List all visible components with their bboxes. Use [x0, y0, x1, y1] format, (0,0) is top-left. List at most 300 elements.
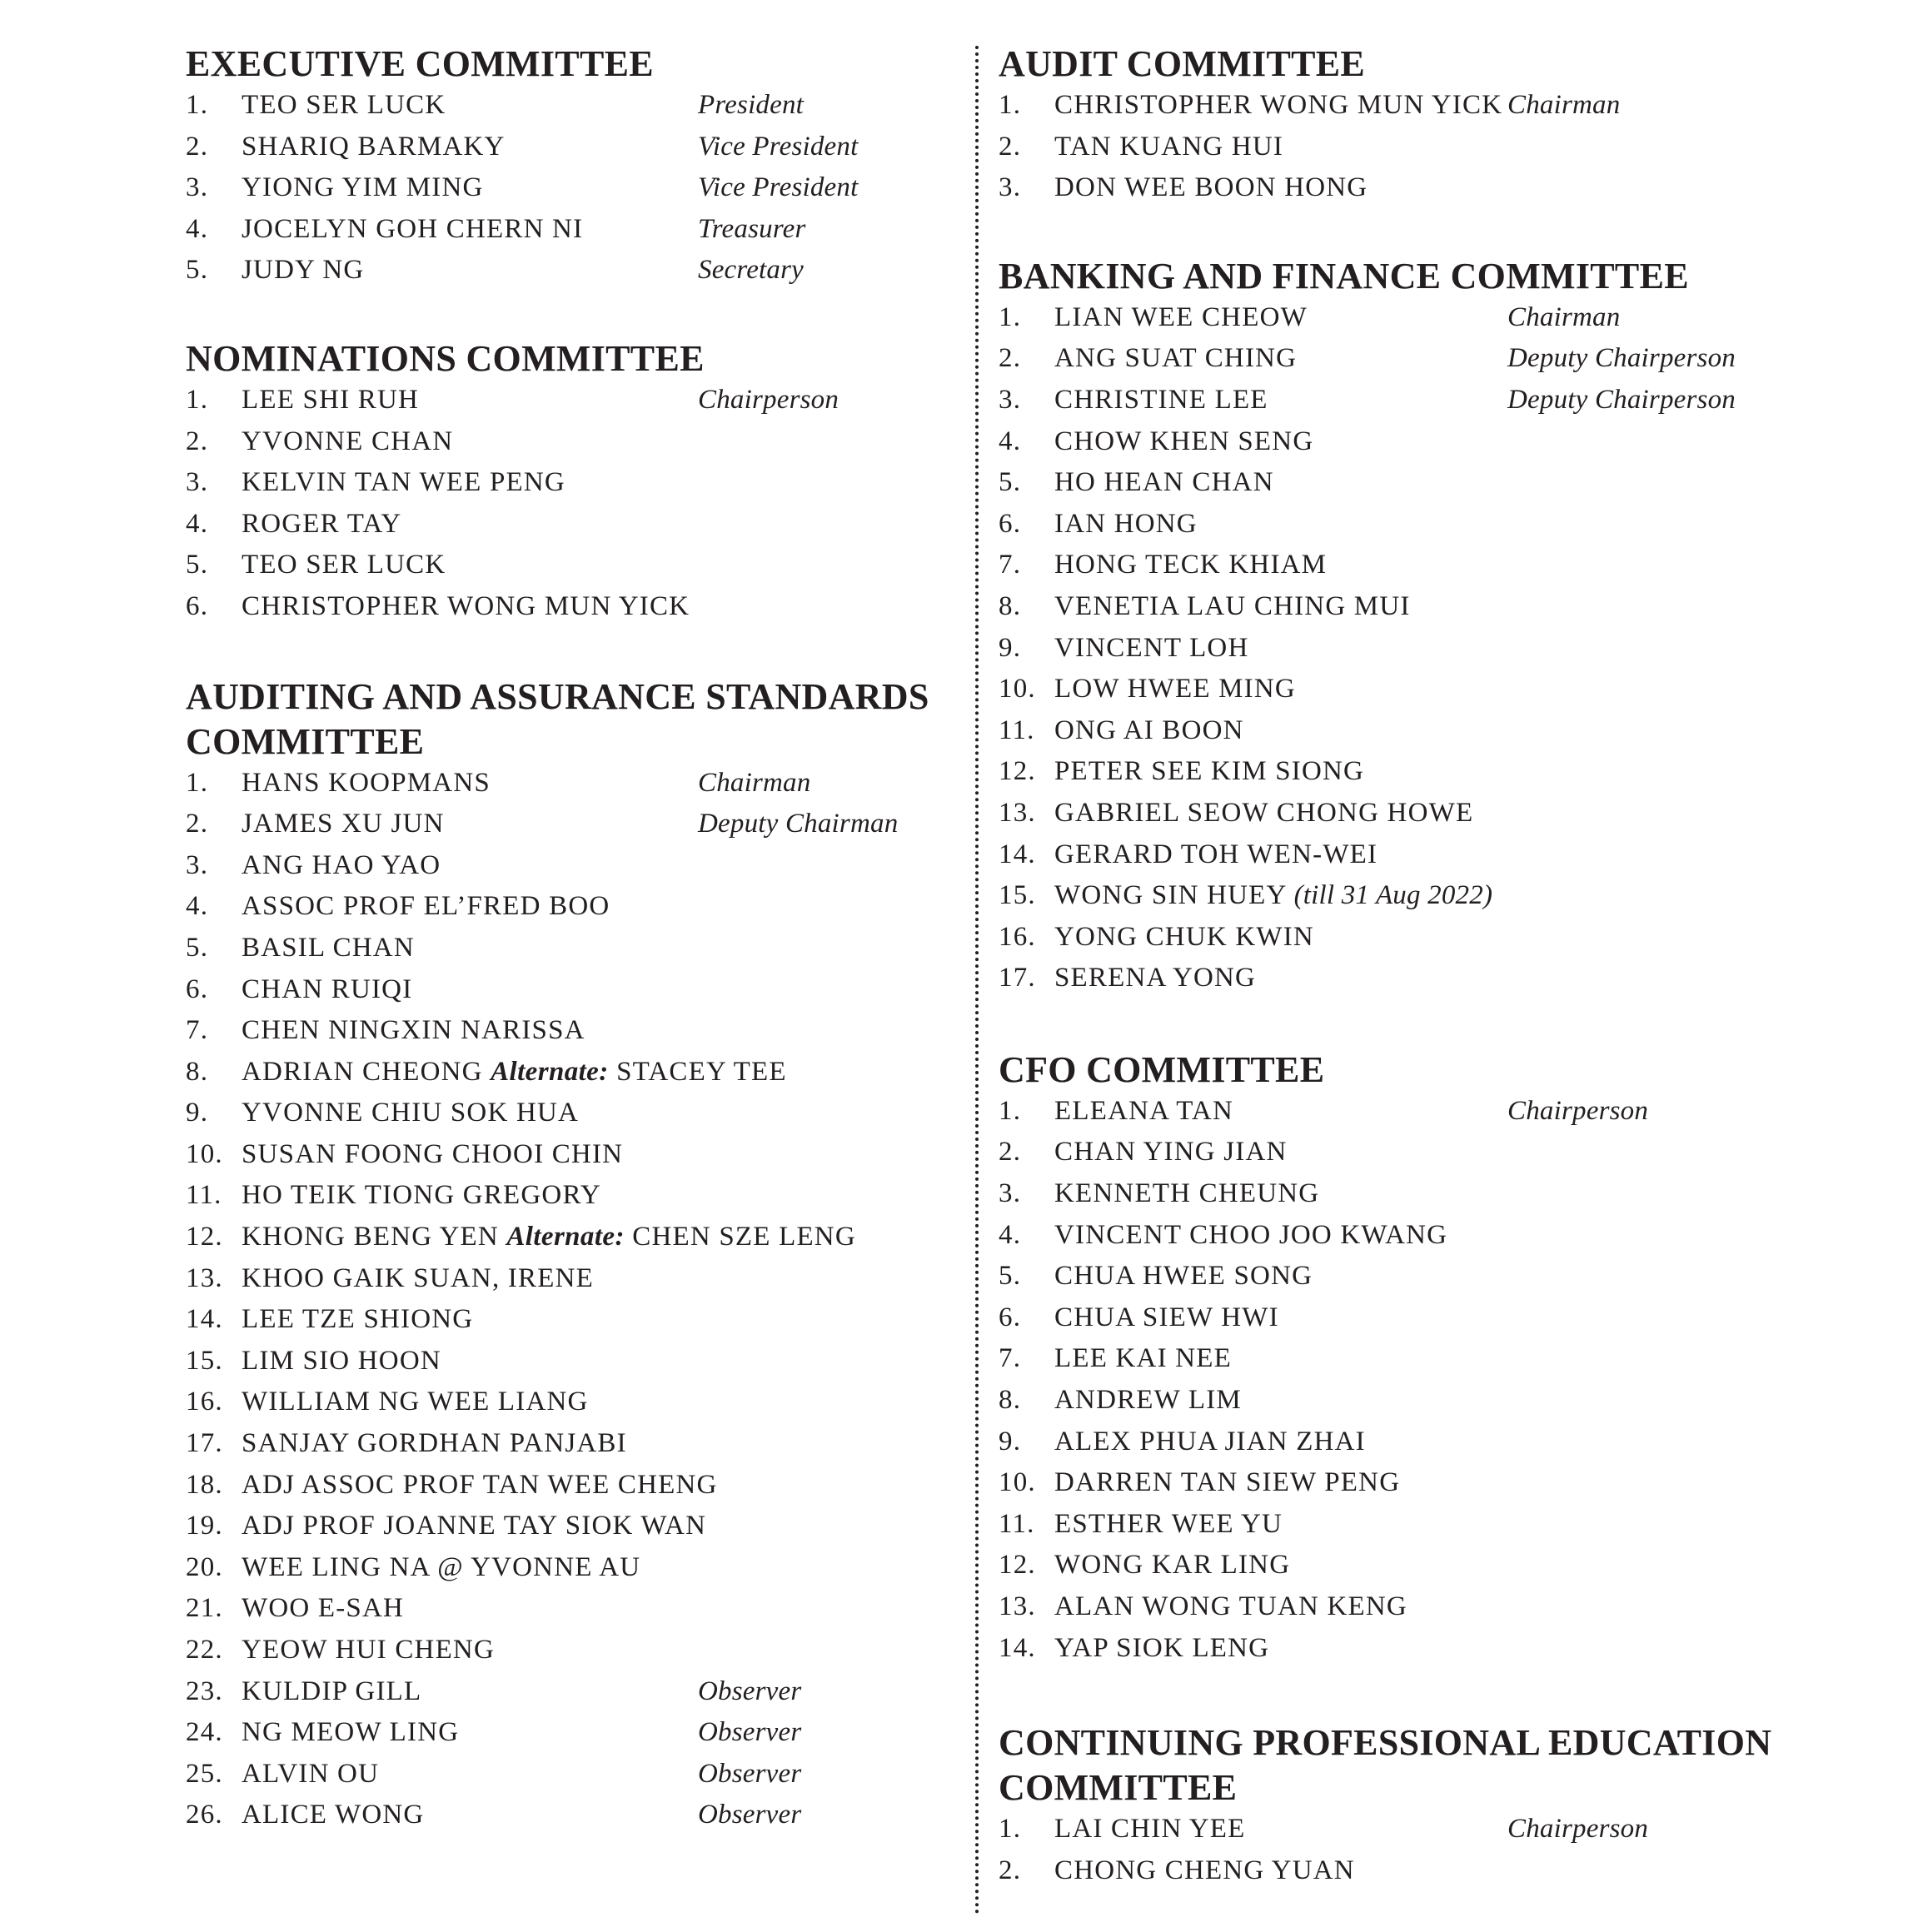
member-role: Chairman — [698, 767, 811, 798]
member-number: 14. — [999, 1632, 1036, 1663]
member-row — [999, 172, 1881, 214]
member-row — [999, 1467, 1881, 1509]
alternate-label: Alternate: — [506, 1222, 625, 1252]
member-name — [1054, 633, 1507, 664]
member-row — [186, 1470, 952, 1511]
member-name — [242, 1759, 698, 1790]
member-row — [999, 1343, 1881, 1385]
member-name-text: NG MEOW LING — [242, 1717, 460, 1748]
member-number: 1. — [999, 301, 1022, 332]
member-name — [1054, 1137, 1507, 1168]
member-name — [242, 1428, 698, 1459]
member-name — [1054, 1591, 1507, 1622]
member-name — [242, 214, 698, 245]
member-number: 6. — [999, 508, 1022, 539]
member-name-text: HO TEIK TIONG GREGORY — [242, 1180, 601, 1211]
member-number: 9. — [999, 632, 1022, 663]
committee-heading: AUDIT COMMITTEE — [999, 43, 1366, 84]
column-divider — [975, 46, 979, 1915]
member-name — [242, 1263, 698, 1294]
member-name-text: ANG HAO YAO — [242, 849, 441, 880]
alternate-name: CHEN SZE LENG — [632, 1222, 856, 1252]
member-row — [999, 1591, 1881, 1633]
member-row — [999, 1550, 1881, 1591]
member-number: 2. — [186, 426, 209, 456]
member-row — [999, 385, 1881, 426]
member-number: 9. — [186, 1098, 209, 1128]
member-name-text: YVONNE CHAN — [242, 426, 454, 456]
member-role: Observer — [698, 1676, 802, 1706]
member-role: Vice President — [698, 172, 859, 203]
member-name — [242, 1511, 707, 1541]
member-name — [242, 1593, 698, 1624]
member-row — [999, 1427, 1881, 1468]
member-number: 5. — [186, 932, 209, 963]
member-name — [242, 1800, 698, 1830]
member-row — [999, 674, 1881, 715]
member-number: 16. — [186, 1387, 223, 1417]
committee-section — [999, 1048, 1881, 1674]
member-number: 16. — [999, 921, 1036, 952]
member-name-text: KHONG BENG YEN — [242, 1222, 499, 1252]
committee-heading-line1: CONTINUING PROFESSIONAL EDUCATION — [999, 1722, 1772, 1764]
member-number: 2. — [186, 809, 209, 839]
member-role: Treasurer — [698, 213, 806, 244]
member-row — [186, 974, 952, 1016]
committee-section — [186, 42, 952, 296]
member-row — [999, 591, 1881, 633]
member-name-text: ROGER TAY — [242, 508, 402, 539]
member-row — [186, 1346, 952, 1387]
member-name-text: ONG AI BOON — [1054, 715, 1244, 745]
committee-heading: BANKING AND FINANCE COMMITTEE — [999, 255, 1689, 296]
section-gap — [999, 1674, 1881, 1720]
member-name-text: JAMES XU JUN — [242, 809, 445, 839]
member-list — [186, 768, 952, 1841]
member-name — [242, 550, 698, 580]
member-row — [999, 839, 1881, 881]
member-name — [242, 809, 698, 839]
member-role: Chairperson — [1507, 1814, 1649, 1845]
member-number: 25. — [186, 1758, 223, 1789]
member-name-text: SHARIQ BARMAKY — [242, 131, 506, 162]
member-name — [1054, 1385, 1507, 1416]
member-row — [999, 343, 1881, 385]
member-name-text: WOO E-SAH — [242, 1593, 405, 1624]
member-row — [186, 933, 952, 974]
member-list — [186, 90, 952, 296]
member-name-text: TEO SER LUCK — [242, 90, 446, 120]
member-list — [999, 302, 1881, 1004]
member-name-text: KENNETH CHEUNG — [1054, 1178, 1320, 1209]
member-name-text: YVONNE CHIU SOK HUA — [242, 1098, 580, 1128]
member-number: 1. — [186, 767, 209, 798]
member-name-text: CHAN YING JIAN — [1054, 1137, 1288, 1168]
member-note: (till 31 Aug 2022) — [1293, 880, 1493, 911]
member-role: Chairperson — [1507, 1095, 1649, 1126]
member-role: Deputy Chairman — [698, 809, 899, 839]
member-name-text: SANJAY GORDHAN PANJABI — [242, 1428, 627, 1459]
member-row — [999, 963, 1881, 1004]
member-number: 17. — [186, 1428, 223, 1459]
member-name — [1054, 715, 1507, 746]
member-name — [1054, 426, 1507, 457]
member-row — [186, 1387, 952, 1428]
member-name — [242, 1139, 698, 1170]
member-name-text: ANG SUAT CHING — [1054, 343, 1298, 374]
member-name-text: KHOO GAIK SUAN, IRENE — [242, 1262, 595, 1293]
member-row — [186, 1676, 952, 1718]
member-number: 1. — [999, 90, 1022, 120]
member-name-text: JUDY NG — [242, 255, 365, 286]
member-role: Chairperson — [698, 384, 839, 415]
committee-heading — [186, 675, 952, 764]
member-number: 11. — [999, 715, 1035, 745]
member-row — [999, 1178, 1881, 1220]
committee-heading — [999, 1720, 1881, 1810]
member-name — [1054, 880, 1492, 911]
member-name-text: LIAN WEE CHEOW — [1054, 301, 1308, 332]
member-number: 7. — [999, 550, 1022, 580]
member-name-text: HONG TECK KHIAM — [1054, 550, 1328, 580]
right-column — [999, 42, 1881, 1896]
member-row — [186, 1717, 952, 1759]
member-name-text: SUSAN FOONG CHOOI CHIN — [242, 1138, 624, 1169]
member-name-text: LOW HWEE MING — [1054, 674, 1296, 705]
member-row — [186, 255, 952, 296]
member-number: 12. — [186, 1222, 223, 1252]
committee-heading-line1: AUDITING AND ASSURANCE STANDARDS — [186, 675, 929, 717]
member-number: 3. — [999, 172, 1022, 203]
committee-heading-line2: COMMITTEE — [999, 1767, 1238, 1809]
alternate-label: Alternate: — [491, 1056, 609, 1087]
member-row — [999, 90, 1881, 132]
member-number: 1. — [186, 384, 209, 415]
member-number: 11. — [999, 1508, 1035, 1539]
member-name-text: TEO SER LUCK — [242, 550, 446, 580]
member-number: 4. — [999, 426, 1022, 456]
member-name — [242, 1098, 698, 1128]
member-name-text: YIONG YIM MING — [242, 172, 484, 203]
member-number: 24. — [186, 1717, 223, 1748]
member-number: 15. — [186, 1345, 223, 1376]
member-number: 2. — [999, 131, 1022, 162]
member-name-text: CHEN NINGXIN NARISSA — [242, 1015, 585, 1046]
member-name-text: ADJ ASSOC PROF TAN WEE CHENG — [242, 1469, 718, 1500]
member-row — [186, 1015, 952, 1057]
alternate-name: STACEY TEE — [616, 1056, 787, 1087]
member-name-text: KELVIN TAN WEE PENG — [242, 467, 565, 498]
member-name — [1054, 343, 1507, 374]
member-name-text: CHUA HWEE SONG — [1054, 1261, 1313, 1292]
member-row — [186, 809, 952, 850]
member-name-text: CHRISTOPHER WONG MUN YICK — [242, 590, 690, 621]
member-list — [999, 1096, 1881, 1674]
member-row — [999, 1137, 1881, 1178]
member-row — [186, 1428, 952, 1470]
member-name-text: IAN HONG — [1054, 508, 1198, 539]
member-row — [186, 90, 952, 132]
member-number: 11. — [186, 1180, 222, 1211]
member-number: 19. — [186, 1511, 223, 1541]
member-list — [999, 1814, 1881, 1896]
member-row — [186, 385, 952, 426]
member-number: 2. — [186, 131, 209, 162]
member-row — [999, 1855, 1881, 1897]
member-name — [1054, 1633, 1507, 1664]
member-name — [1054, 922, 1507, 953]
member-name-text: GABRIEL SEOW CHONG HOWE — [1054, 797, 1474, 828]
member-name-text: VINCENT LOH — [1054, 632, 1249, 663]
member-name-text: VINCENT CHOO JOO KWANG — [1054, 1219, 1448, 1250]
member-name — [242, 891, 698, 922]
member-row — [999, 302, 1881, 344]
member-number: 13. — [999, 797, 1036, 828]
member-name-text: ALICE WONG — [242, 1800, 425, 1830]
member-name-text: ALAN WONG TUAN KENG — [1054, 1591, 1407, 1621]
member-name — [242, 1717, 698, 1748]
member-name — [1054, 1550, 1507, 1581]
member-name-text: JOCELYN GOH CHERN NI — [242, 213, 584, 244]
member-number: 10. — [999, 1467, 1036, 1498]
member-name — [1054, 1302, 1507, 1333]
member-row — [186, 850, 952, 892]
member-row — [186, 768, 952, 809]
member-role: Observer — [698, 1758, 802, 1789]
member-name-text: LEE KAI NEE — [1054, 1343, 1232, 1374]
member-number: 4. — [186, 891, 209, 922]
member-number: 4. — [186, 213, 209, 244]
member-row — [999, 467, 1881, 509]
member-row — [999, 1814, 1881, 1855]
member-row — [186, 1263, 952, 1305]
member-name — [242, 1057, 787, 1088]
member-row — [186, 214, 952, 256]
left-column — [186, 42, 952, 1841]
member-row — [999, 922, 1881, 964]
member-row — [999, 1633, 1881, 1675]
member-name — [242, 850, 698, 881]
member-number: 26. — [186, 1800, 223, 1830]
member-name — [242, 768, 698, 799]
member-name — [242, 255, 698, 286]
committee-section — [999, 42, 1881, 214]
member-name-text: DARREN TAN SIEW PENG — [1054, 1467, 1401, 1498]
member-name — [1054, 1467, 1507, 1498]
member-name — [242, 1304, 698, 1335]
member-name — [1054, 1343, 1507, 1374]
member-row — [186, 1552, 952, 1594]
member-row — [999, 798, 1881, 839]
member-row — [186, 591, 952, 633]
member-number: 2. — [999, 343, 1022, 374]
member-name-text: CHOW KHEN SENG — [1054, 426, 1314, 456]
member-name-text: LIM SIO HOON — [242, 1345, 441, 1376]
member-number: 8. — [999, 590, 1022, 621]
member-name-text: DON WEE BOON HONG — [1054, 172, 1368, 203]
member-number: 10. — [999, 674, 1036, 705]
member-name — [242, 933, 698, 964]
member-number: 8. — [186, 1056, 209, 1087]
member-name — [1054, 550, 1507, 580]
member-row — [186, 550, 952, 591]
member-row — [999, 1096, 1881, 1138]
committee-section — [999, 254, 1881, 1004]
member-name — [242, 467, 698, 498]
member-name-text: ADRIAN CHEONG — [242, 1056, 483, 1087]
member-name — [1054, 1427, 1507, 1457]
member-number: 18. — [186, 1469, 223, 1500]
member-row — [186, 509, 952, 550]
member-name-text: CHUA SIEW HWI — [1054, 1302, 1279, 1332]
member-number: 4. — [186, 508, 209, 539]
member-role: Observer — [698, 1800, 802, 1830]
member-role: Deputy Chairperson — [1507, 384, 1736, 415]
member-number: 14. — [186, 1304, 223, 1335]
section-gap — [999, 214, 1881, 254]
member-role: President — [698, 90, 805, 120]
member-name — [242, 90, 698, 121]
member-name — [1054, 798, 1507, 829]
section-gap — [186, 296, 952, 336]
member-name — [1054, 1220, 1507, 1251]
member-row — [186, 891, 952, 933]
member-row — [186, 467, 952, 509]
member-number: 22. — [186, 1635, 223, 1665]
member-number: 14. — [999, 839, 1036, 869]
member-name-text: LEE TZE SHIONG — [242, 1304, 474, 1335]
member-number: 5. — [186, 255, 209, 286]
member-name-text: WILLIAM NG WEE LIANG — [242, 1387, 589, 1417]
member-number: 7. — [999, 1343, 1022, 1374]
member-role: Secretary — [698, 255, 805, 286]
committee-section — [186, 336, 952, 633]
member-row — [186, 1222, 952, 1263]
member-name-text: YONG CHUK KWIN — [1054, 921, 1314, 952]
member-name — [242, 1635, 698, 1666]
member-number: 1. — [186, 90, 209, 120]
member-name-text: KULDIP GILL — [242, 1676, 422, 1706]
member-number: 3. — [999, 1178, 1022, 1209]
member-row — [186, 1304, 952, 1346]
member-name-text: GERARD TOH WEN-WEI — [1054, 839, 1378, 869]
member-role: Observer — [698, 1717, 802, 1748]
member-name-text: HO HEAN CHAN — [1054, 467, 1274, 498]
member-name — [1054, 1178, 1507, 1209]
member-name — [242, 1222, 856, 1252]
member-number: 5. — [186, 550, 209, 580]
member-name-text: ADJ PROF JOANNE TAY SIOK WAN — [242, 1511, 707, 1541]
member-number: 13. — [186, 1262, 223, 1293]
member-row — [999, 550, 1881, 591]
member-name-text: YAP SIOK LENG — [1054, 1632, 1270, 1663]
member-row — [999, 1509, 1881, 1551]
member-row — [999, 1302, 1881, 1344]
member-name — [1054, 839, 1507, 870]
member-row — [999, 880, 1881, 922]
member-name-text: LAI CHIN YEE — [1054, 1814, 1246, 1845]
member-role: Vice President — [698, 131, 859, 162]
member-name-text: CHRISTOPHER WONG MUN YICK — [1054, 90, 1503, 120]
member-list — [186, 385, 952, 633]
member-number: 3. — [186, 172, 209, 203]
member-number: 9. — [999, 1426, 1022, 1456]
member-row — [186, 1098, 952, 1139]
committee-heading-line2: COMMITTEE — [186, 720, 425, 762]
member-number: 6. — [186, 973, 209, 1004]
member-name — [242, 509, 698, 540]
member-number: 4. — [999, 1219, 1022, 1250]
member-name — [242, 385, 698, 416]
member-name — [242, 1015, 698, 1046]
member-row — [186, 1593, 952, 1635]
member-row — [999, 1261, 1881, 1302]
member-name-text: CHAN RUIQI — [242, 973, 413, 1004]
member-number: 2. — [999, 1137, 1022, 1168]
member-number: 8. — [999, 1385, 1022, 1416]
member-number: 10. — [186, 1138, 223, 1169]
member-name — [242, 172, 698, 203]
committee-heading: CFO COMMITTEE — [999, 1048, 1325, 1090]
member-number: 6. — [999, 1302, 1022, 1332]
member-name — [1054, 467, 1507, 498]
member-number: 23. — [186, 1676, 223, 1706]
member-name — [242, 1469, 718, 1501]
member-name-text: VENETIA LAU CHING MUI — [1054, 590, 1411, 621]
member-name — [1054, 756, 1507, 787]
member-name — [1054, 509, 1507, 540]
member-row — [999, 715, 1881, 757]
member-name-text: ALVIN OU — [242, 1758, 380, 1789]
member-row — [186, 426, 952, 468]
member-name-text: ALEX PHUA JIAN ZHAI — [1054, 1426, 1366, 1456]
member-number: 2. — [999, 1855, 1022, 1885]
member-row — [999, 1220, 1881, 1262]
member-name — [1054, 302, 1507, 333]
member-number: 5. — [999, 1261, 1022, 1292]
member-name-text: CHRISTINE LEE — [1054, 384, 1268, 415]
member-number: 13. — [999, 1591, 1036, 1621]
section-gap — [186, 633, 952, 675]
member-number: 15. — [999, 880, 1036, 911]
member-row — [999, 426, 1881, 468]
member-number: 6. — [186, 590, 209, 621]
member-name-text: HANS KOOPMANS — [242, 767, 491, 798]
member-number: 21. — [186, 1593, 223, 1624]
member-name — [242, 426, 698, 457]
committee-heading: EXECUTIVE COMMITTEE — [186, 43, 654, 84]
member-name — [1054, 674, 1507, 705]
member-number: 12. — [999, 1550, 1036, 1581]
member-name — [1054, 963, 1507, 993]
section-gap — [999, 1004, 1881, 1048]
member-name-text: WONG SIN HUEY — [1054, 880, 1288, 911]
member-row — [999, 132, 1881, 173]
member-name — [242, 591, 698, 622]
member-row — [999, 1385, 1881, 1427]
member-name-text: WONG KAR LING — [1054, 1550, 1291, 1581]
member-number: 3. — [999, 384, 1022, 415]
member-name — [242, 1180, 698, 1211]
member-name-text: YEOW HUI CHENG — [242, 1635, 495, 1665]
committee-section — [999, 1720, 1881, 1896]
member-name — [1054, 1814, 1507, 1845]
member-name-text: ASSOC PROF EL’FRED BOO — [242, 891, 610, 922]
member-name — [242, 1387, 698, 1417]
member-name — [1054, 1855, 1507, 1886]
member-row — [186, 172, 952, 214]
member-row — [999, 756, 1881, 798]
